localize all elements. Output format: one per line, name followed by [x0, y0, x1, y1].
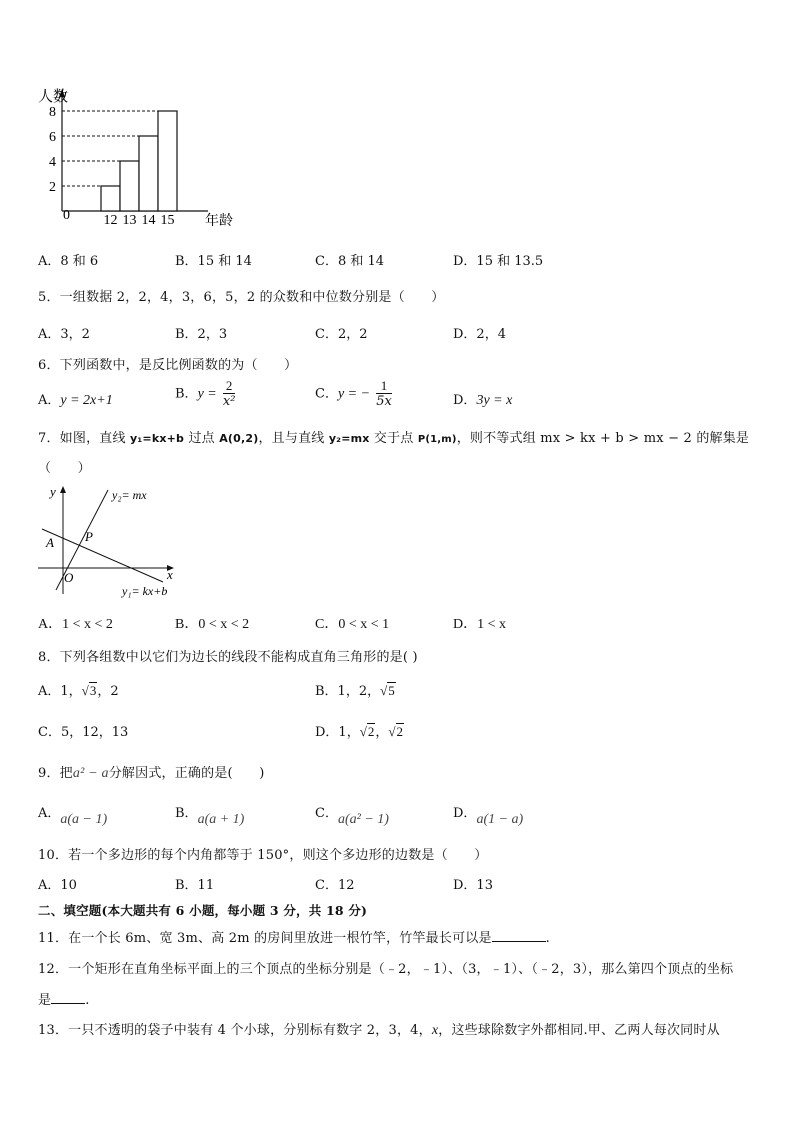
chart-ytick-2: 2: [49, 180, 56, 195]
q8-d-radicand-1: 2: [367, 724, 375, 739]
q7-text-3: ，且与直线: [258, 431, 329, 446]
q8-a-post: ，2: [97, 684, 119, 699]
q8-a-sqrt: √3: [81, 683, 97, 698]
q9-c-label: C．: [315, 806, 338, 821]
q7-label-x: x: [167, 567, 173, 582]
q11-text: 11．在一个长 6m、宽 3m、高 2m 的房间里放进一根竹竿，竹竿最长可以是: [38, 931, 492, 946]
q8-option-d[interactable]: [315, 721, 404, 740]
q9-option-c[interactable]: [315, 802, 389, 827]
q6-c-den: 5x: [376, 394, 392, 409]
q7-option-d[interactable]: D．1 < x: [453, 617, 507, 632]
q6-option-c[interactable]: [315, 378, 394, 410]
q6-c-lhs: y = −: [337, 386, 371, 402]
q7-text-5: ，则不等式组 mx > kx + b > mx − 2 的解集是: [456, 431, 750, 446]
q7-label-y: y: [50, 484, 56, 499]
q6-b-den: x²: [222, 394, 236, 409]
q8-d-radicand-2: 2: [396, 724, 403, 739]
chart-xtick-13: 13: [122, 213, 137, 228]
q10-question: 10．若一个多边形的每个内角都等于 150°，则这个多边形的边数是（ ）: [38, 848, 488, 863]
q9-expr: a² − a: [72, 766, 109, 781]
q8-a-pre: A．1，: [38, 684, 82, 699]
q11-end: .: [545, 931, 551, 946]
q10-option-d[interactable]: D．13: [453, 878, 493, 893]
q12-end: .: [85, 993, 90, 1008]
q6-question: 6．下列函数中，是反比例函数的为（ ）: [38, 358, 298, 373]
chart-bar-12: [101, 186, 120, 211]
chart-xlabel: 年龄: [205, 214, 233, 229]
q6-option-b[interactable]: [175, 378, 237, 410]
q7-line1: y₁=kx+b: [130, 432, 185, 445]
q8-b-radicand: 5: [388, 683, 395, 698]
chart-xtick-12: 12: [103, 213, 118, 228]
q9-option-b[interactable]: [175, 802, 245, 827]
q5-option-d[interactable]: D．2，4: [453, 327, 506, 342]
chart-ytick-4: 4: [49, 155, 56, 170]
chart-ytick-8: 8: [49, 105, 56, 120]
q6-b-lhs: y =: [197, 386, 217, 402]
q6-b-fraction: [223, 378, 236, 410]
chart-xtick-15: 15: [160, 213, 175, 228]
q11-answer-blank[interactable]: [492, 929, 546, 942]
q8-d-sqrt-2: √2: [388, 724, 403, 739]
q8-question: 8．下列各组数中以它们为边长的线段不能构成直角三角形的是( ): [38, 650, 418, 665]
q12-question-cont: [38, 989, 90, 1008]
q9-c-expr: a(a² − 1): [337, 812, 389, 827]
q7-option-a[interactable]: A．1 < x < 2: [38, 617, 113, 632]
q7-y-arrow: [60, 486, 66, 493]
q7-label-p: P: [85, 529, 93, 544]
chart-bar-13: [120, 161, 139, 211]
q8-option-b[interactable]: [315, 680, 396, 699]
q9-option-a[interactable]: [38, 802, 108, 827]
q6-a-label: A．: [38, 393, 61, 408]
q7-line2: y₂=mx: [328, 432, 370, 445]
q7-line-y1: [42, 529, 163, 582]
q8-a-radicand: 3: [89, 683, 97, 698]
q12-answer-blank[interactable]: [51, 991, 85, 1004]
q7-option-b[interactable]: B．0 < x < 2: [175, 617, 250, 632]
q13-text-1: 13．一只不透明的袋子中装有 4 个小球，分别标有数字 2，3，4，: [38, 1023, 432, 1038]
q7-label-o: O: [64, 570, 74, 585]
q5-option-a[interactable]: A．3，2: [38, 327, 90, 342]
q6-c-label: C．: [315, 386, 338, 402]
q13-question: [38, 1019, 720, 1039]
q6-b-num: 2: [223, 378, 236, 394]
q6-option-d[interactable]: [453, 389, 512, 409]
q7-line-graph: [30, 482, 190, 602]
q10-option-a[interactable]: A．10: [38, 878, 77, 893]
q7-answer-paren: （ ）: [38, 461, 91, 476]
q7-label-line1: y₁= kx+b: [122, 584, 168, 598]
q7-label-line2: y₂= mx: [112, 488, 147, 502]
q5-option-c[interactable]: C．2，2: [315, 327, 368, 342]
q4-option-a[interactable]: A．8 和 6: [38, 254, 99, 269]
q9-d-label: D．: [453, 806, 477, 821]
age-bar-chart: [30, 85, 250, 230]
q6-d-expr: 3y = x: [476, 393, 513, 408]
q6-a-expr: y = 2x+1: [60, 393, 113, 408]
chart-bar-15: [158, 111, 177, 211]
chart-ylabel: 人数: [38, 89, 69, 105]
q6-b-label: B．: [175, 386, 198, 402]
q10-option-c[interactable]: C．12: [315, 878, 355, 893]
q11-question: [38, 927, 550, 946]
q13-var: x: [431, 1023, 439, 1038]
q8-b-sqrt: √5: [380, 683, 395, 698]
q8-option-c[interactable]: C．5，12，13: [38, 725, 129, 740]
q4-option-b[interactable]: B．15 和 14: [175, 254, 252, 269]
q8-d-sqrt-1: √2: [359, 724, 375, 739]
q9-option-d[interactable]: [453, 802, 524, 827]
q7-text-2: 过点: [184, 431, 220, 446]
q7-point-p: P(1,m): [417, 434, 457, 445]
chart-ytick-6: 6: [49, 130, 56, 145]
q9-b-label: B．: [175, 806, 198, 821]
q5-question: 5．一组数据 2，2，4，3，6，5，2 的众数和中位数分别是（ ）: [38, 290, 445, 305]
q8-option-a[interactable]: [38, 680, 119, 699]
q9-text-2: 分解因式，正确的是( ): [108, 766, 265, 781]
q7-point-a: A(0,2): [219, 432, 259, 445]
chart-origin: 0: [63, 208, 70, 223]
q5-option-b[interactable]: B．2，3: [175, 327, 228, 342]
q8-b-pre: B．1，2，: [315, 684, 381, 699]
q7-text-1: 7．如图，直线: [38, 431, 131, 446]
q4-option-d[interactable]: D．15 和 13.5: [453, 254, 544, 269]
section-2-title: 二、填空题(本大题共有 6 小题，每小题 3 分，共 18 分): [38, 903, 368, 918]
q8-d-pre: D．1，: [315, 725, 360, 740]
q9-b-expr: a(a + 1): [197, 812, 245, 827]
q7-question: [38, 427, 749, 446]
q9-d-expr: a(1 − a): [476, 812, 524, 827]
q6-c-fraction: [376, 378, 392, 410]
q9-question: [38, 762, 264, 782]
q6-c-num: 1: [376, 378, 392, 394]
q12-text-2: 是: [38, 993, 52, 1008]
q12-question: 12．一个矩形在直角坐标平面上的三个顶点的坐标分别是（﹣2，﹣1）、（3，﹣1）、（﹣2，3），那么第四个顶点的坐标: [38, 962, 734, 977]
q6-d-label: D．: [453, 393, 477, 408]
q9-a-expr: a(a − 1): [60, 812, 108, 827]
q4-option-c[interactable]: C．8 和 14: [315, 254, 385, 269]
q9-a-label: A．: [38, 806, 61, 821]
q10-option-b[interactable]: B．11: [175, 878, 215, 893]
chart-bar-14: [139, 136, 158, 211]
q6-option-a[interactable]: [38, 389, 113, 409]
q13-text-2: ，这些球除数字外都相同.甲、乙两人每次同时从: [438, 1023, 720, 1038]
chart-xtick-14: 14: [141, 213, 156, 228]
q8-d-mid: ，: [375, 725, 389, 740]
q7-label-a: A: [46, 535, 54, 550]
q7-option-c[interactable]: C．0 < x < 1: [315, 617, 390, 632]
q7-text-4: 交于点: [369, 431, 418, 446]
q9-text-1: 9．把: [38, 766, 73, 781]
